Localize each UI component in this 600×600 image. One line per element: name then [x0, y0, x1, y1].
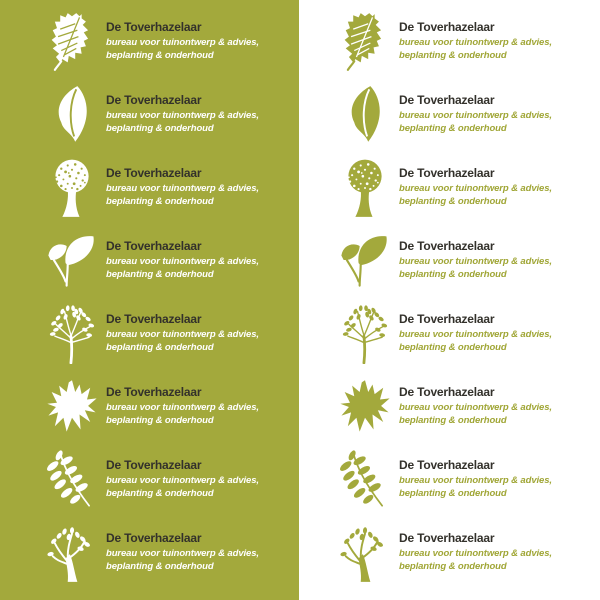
brand-subtitle-line1: bureau voor tuinontwerp & advies, [106, 109, 259, 121]
brand-title: De Toverhazelaar [106, 165, 202, 180]
logo-row [299, 297, 600, 370]
logo-text [106, 458, 259, 500]
logo-row [299, 224, 600, 297]
brand-subtitle-line2: beplanting & onderhoud [399, 268, 507, 280]
brand-title: De Toverhazelaar [106, 384, 202, 399]
logo-text [399, 385, 552, 427]
logo-row [299, 370, 600, 443]
logo-text [399, 531, 552, 573]
seedling-icon [339, 231, 391, 291]
logo-row [0, 443, 299, 516]
brand-subtitle-line1: bureau voor tuinontwerp & advies, [399, 255, 552, 267]
round-tree-icon [339, 158, 391, 218]
brand-subtitle-line1: bureau voor tuinontwerp & advies, [106, 474, 259, 486]
sapling-icon [339, 523, 391, 583]
logo-row [0, 370, 299, 443]
brand-subtitle-line1: bureau voor tuinontwerp & advies, [399, 109, 552, 121]
logo-text [106, 312, 259, 354]
brand-subtitle-line1: bureau voor tuinontwerp & advies, [106, 328, 259, 340]
brand-subtitle-line2: beplanting & onderhoud [399, 122, 507, 134]
smooth-leaf-icon [339, 85, 391, 145]
brand-subtitle-line1: bureau voor tuinontwerp & advies, [399, 547, 552, 559]
logo-text [399, 458, 552, 500]
logo-row [299, 516, 600, 589]
brand-title: De Toverhazelaar [106, 238, 202, 253]
logo-text [106, 166, 259, 208]
brand-title: De Toverhazelaar [106, 530, 202, 545]
logo-row [299, 5, 600, 78]
birch-leaf-icon [46, 12, 98, 72]
brand-title: De Toverhazelaar [399, 457, 495, 472]
logo-row [299, 443, 600, 516]
logo-text [399, 166, 552, 208]
brand-subtitle-line1: bureau voor tuinontwerp & advies, [399, 401, 552, 413]
logo-row [0, 151, 299, 224]
brand-subtitle-line1: bureau voor tuinontwerp & advies, [399, 182, 552, 194]
right-panel-white [299, 0, 600, 600]
brand-title: De Toverhazelaar [106, 92, 202, 107]
logo-text [106, 239, 259, 281]
brand-subtitle-line2: beplanting & onderhoud [399, 414, 507, 426]
brand-subtitle-line2: beplanting & onderhoud [106, 122, 214, 134]
brand-subtitle-line1: bureau voor tuinontwerp & advies, [399, 328, 552, 340]
smooth-leaf-icon [46, 85, 98, 145]
brand-subtitle-line1: bureau voor tuinontwerp & advies, [106, 401, 259, 413]
logo-text [106, 93, 259, 135]
brand-title: De Toverhazelaar [399, 530, 495, 545]
logo-text [399, 93, 552, 135]
brand-subtitle-line1: bureau voor tuinontwerp & advies, [106, 547, 259, 559]
brand-subtitle-line2: beplanting & onderhoud [399, 560, 507, 572]
brand-subtitle-line1: bureau voor tuinontwerp & advies, [399, 474, 552, 486]
brand-title: De Toverhazelaar [399, 238, 495, 253]
logo-text [106, 20, 259, 62]
logo-row [0, 78, 299, 151]
jagged-leaf-icon [339, 377, 391, 437]
brand-title: De Toverhazelaar [106, 19, 202, 34]
brand-title: De Toverhazelaar [399, 311, 495, 326]
logo-row [0, 516, 299, 589]
logo-row [299, 78, 600, 151]
brand-subtitle-line2: beplanting & onderhoud [106, 414, 214, 426]
brand-subtitle-line2: beplanting & onderhoud [106, 341, 214, 353]
brand-title: De Toverhazelaar [399, 384, 495, 399]
brand-subtitle-line2: beplanting & onderhoud [399, 487, 507, 499]
brand-subtitle-line1: bureau voor tuinontwerp & advies, [106, 182, 259, 194]
logo-text [399, 239, 552, 281]
rowan-leaf-icon [46, 450, 98, 510]
brand-subtitle-line2: beplanting & onderhoud [399, 49, 507, 61]
brand-subtitle-line1: bureau voor tuinontwerp & advies, [106, 255, 259, 267]
brand-subtitle-line2: beplanting & onderhoud [106, 268, 214, 280]
brand-title: De Toverhazelaar [399, 165, 495, 180]
brand-title: De Toverhazelaar [106, 311, 202, 326]
brand-subtitle-line1: bureau voor tuinontwerp & advies, [106, 36, 259, 48]
brand-subtitle-line2: beplanting & onderhoud [106, 49, 214, 61]
logo-row [0, 297, 299, 370]
logo-row [0, 5, 299, 78]
seedling-icon [46, 231, 98, 291]
young-tree-icon [46, 304, 98, 364]
brand-title: De Toverhazelaar [399, 19, 495, 34]
brand-subtitle-line2: beplanting & onderhoud [106, 560, 214, 572]
young-tree-icon [339, 304, 391, 364]
sapling-icon [46, 523, 98, 583]
logo-text [106, 531, 259, 573]
brand-subtitle-line2: beplanting & onderhoud [106, 487, 214, 499]
logo-text [399, 20, 552, 62]
logo-row [0, 224, 299, 297]
brand-subtitle-line2: beplanting & onderhoud [106, 195, 214, 207]
left-panel-olive [0, 0, 299, 600]
brand-subtitle-line2: beplanting & onderhoud [399, 195, 507, 207]
brand-title: De Toverhazelaar [399, 92, 495, 107]
round-tree-icon [46, 158, 98, 218]
rowan-leaf-icon [339, 450, 391, 510]
brand-subtitle-line1: bureau voor tuinontwerp & advies, [399, 36, 552, 48]
jagged-leaf-icon [46, 377, 98, 437]
brand-title: De Toverhazelaar [106, 457, 202, 472]
brand-subtitle-line2: beplanting & onderhoud [399, 341, 507, 353]
logo-text [106, 385, 259, 427]
logo-text [399, 312, 552, 354]
birch-leaf-icon [339, 12, 391, 72]
logo-row [299, 151, 600, 224]
